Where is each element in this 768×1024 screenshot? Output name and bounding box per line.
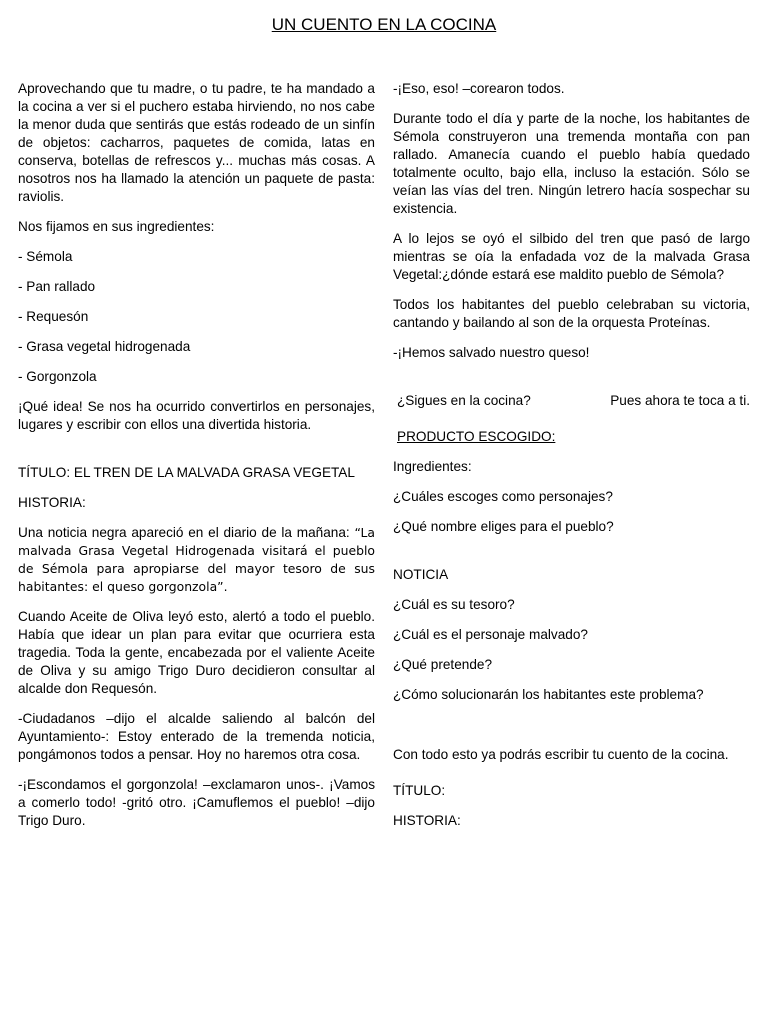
solucion-question: ¿Cómo solucionarán los habitantes este problema? [393, 687, 704, 702]
historia-label: HISTORIA: [393, 813, 461, 828]
silbido-paragraph: A lo lejos se oyó el silbido del tren que pasó de largo mientras se oía la enfadada voz de la malvada Grasa Vegetal:¿dónde estará ese maldito pueblo de Sémola? [393, 231, 750, 282]
personajes-question: ¿Cuáles escoges como personajes? [393, 489, 613, 504]
aceite-paragraph: Cuando Aceite de Oliva leyó esto, alertó a todo el pueblo. Había que idear un plan para evitar que ocurriera esta tragedia. Toda la gente, encabezada por el valiente Aceite de Oliva y su amigo Trigo Duro decidieron consultar al alcalde don Requesón. [18, 609, 375, 696]
tesoro-question: ¿Cuál es su tesoro? [393, 597, 515, 612]
eso-line: -¡Eso, eso! –corearon todos. [393, 81, 565, 96]
salvado-line: -¡Hemos salvado nuestro queso! [393, 345, 590, 360]
ingredients-intro: Nos fijamos en sus ingredientes: [18, 219, 215, 234]
malvado-question: ¿Cuál es el personaje malvado? [393, 627, 588, 642]
page-title: UN CUENTO EN LA COCINA [271, 15, 497, 34]
producto-heading: PRODUCTO ESCOGIDO: [397, 429, 556, 444]
ingredient-item: - Sémola [18, 249, 73, 264]
celebran-paragraph: Todos los habitantes del pueblo celebraban su victoria, cantando y bailando al son de la orquesta Proteínas. [393, 297, 750, 330]
ingredient-item: - Grasa vegetal hidrogenada [18, 339, 191, 354]
ingredient-item: - Requesón [18, 309, 89, 324]
news-paragraph [18, 524, 375, 596]
toca-text: Pues ahora te toca a ti. [610, 393, 750, 408]
noticia-heading: NOTICIA [393, 567, 449, 582]
sigues-text: ¿Sigues en la cocina? [397, 393, 531, 408]
ingredient-item: - Pan rallado [18, 279, 96, 294]
titulo-label: TÍTULO: [393, 783, 446, 798]
esconder-paragraph: -¡Escondamos el gorgonzola! –exclamaron unos-. ¡Vamos a comerlo todo! -gritó otro. ¡Camuflemos el pueblo! –dijo Trigo Duro. [18, 777, 375, 828]
alcalde-paragraph: -Ciudadanos –dijo el alcalde saliendo al balcón del Ayuntamiento-: Estoy enterado de la tremenda noticia, pongámonos todos a pensar. Hoy no haremos otra cosa. [18, 711, 375, 762]
news-quote: “La malvada Grasa Vegetal Hidrogenada visitará el pueblo de Sémola para apropiarse del mayor tesoro de sus habitantes: el queso gorgonzola”. [18, 525, 375, 594]
news-intro: Una noticia negra apareció en el diario de la mañana: [18, 525, 355, 540]
story-label: HISTORIA: [18, 495, 86, 510]
ingredient-item: - Gorgonzola [18, 369, 97, 384]
con-todo-line: Con todo esto ya podrás escribir tu cuento de la cocina. [393, 747, 729, 762]
right-column [393, 80, 750, 842]
sigues-row [393, 392, 750, 410]
intro-paragraph: Aprovechando que tu madre, o tu padre, te ha mandado a la cocina a ver si el puchero estaba hirviendo, no nos cabe la menor duda que sentirás que estás rodeado de un sinfín de objetos: cacharros, paquetes de comida, latas en conserva, botellas de refrescos y... muchas más cosas. A nosotros nos ha llamado la atención un paquete de pasta: raviolis. [18, 81, 375, 204]
pretende-question: ¿Qué pretende? [393, 657, 492, 672]
durante-paragraph: Durante todo el día y parte de la noche, los habitantes de Sémola construyeron una tremenda montaña con pan rallado. Amanecía cuando el pueblo había quedado totalmente oculto, bajo ella, incluso la estación. Sólo se veían las vías del tren. Ningún letrero hacía sospechar su existencia. [393, 111, 750, 216]
story-title: TÍTULO: EL TREN DE LA MALVADA GRASA VEGETAL [18, 465, 355, 480]
ingredientes-label: Ingredientes: [393, 459, 472, 474]
left-column [18, 80, 375, 842]
pueblo-question: ¿Qué nombre eliges para el pueblo? [393, 519, 614, 534]
idea-paragraph: ¡Qué idea! Se nos ha ocurrido convertirlos en personajes, lugares y escribir con ellos una divertida historia. [18, 399, 375, 432]
